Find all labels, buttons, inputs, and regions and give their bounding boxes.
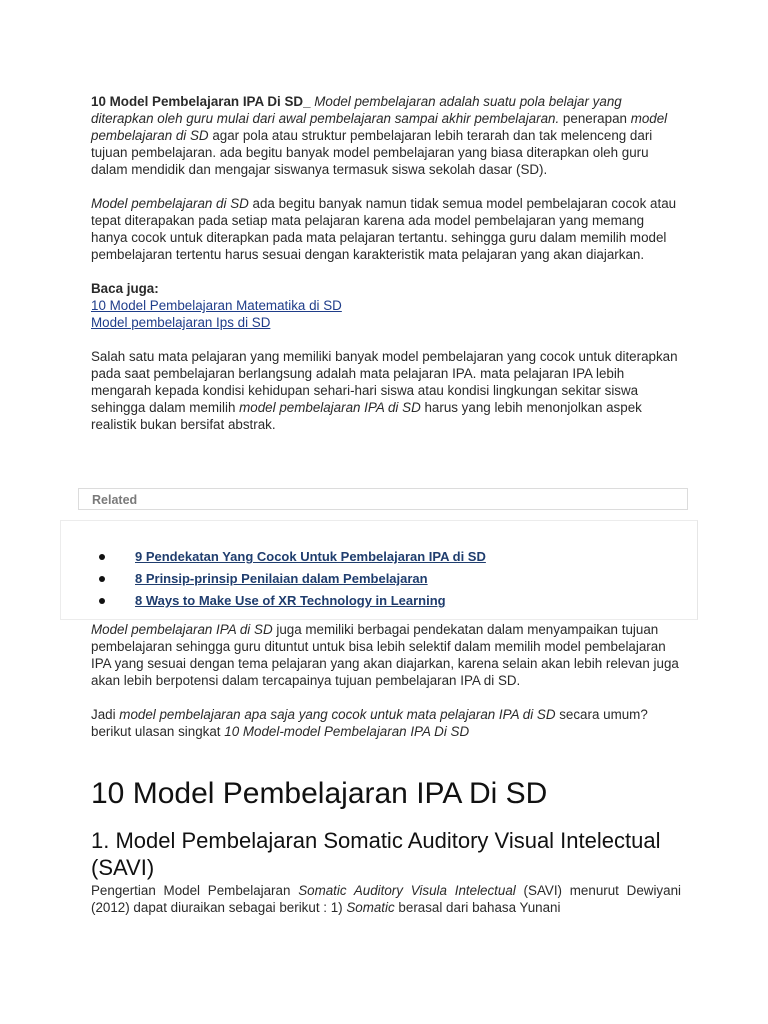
main-heading: 10 Model Pembelajaran IPA Di SD	[91, 777, 548, 810]
savi-section	[91, 882, 681, 916]
bullet-icon	[99, 554, 105, 560]
intro-section	[91, 93, 681, 433]
summary-paragraph: Jadi model pembelajaran apa saja yang cocok untuk mata pelajaran IPA di SD secara umum? berikut ulasan singkat 10 Model-model Pembelajaran IPA Di SD	[91, 707, 648, 739]
section-heading-savi: 1. Model Pembelajaran Somatic Auditory Visual Intelectual (SAVI)	[91, 828, 661, 880]
bullet-icon	[99, 576, 105, 582]
related-link-3[interactable]: 8 Ways to Make Use of XR Technology in Learning	[135, 593, 446, 608]
body-section	[91, 621, 681, 740]
ipa-paragraph: Salah satu mata pelajaran yang memiliki banyak model pembelajaran yang cocok untuk diterapkan pada saat pembelajaran berlangsung adalah mata pelajaran IPA. mata pelajaran IPA lebih mengarah kepada kondisi kehidupan sehari-hari siswa atau kondisi lingkungan sekitar siswa sehingga dalam memilih model pembelajaran IPA di SD harus yang lebih menonjolkan aspek realistik bukan bersifat abstrak.	[91, 349, 678, 432]
baca-juga-link-2[interactable]: Model pembelajaran Ips di SD	[91, 315, 271, 330]
intro-paragraph-1: 10 Model Pembelajaran IPA Di SD_ Model pembelajaran adalah suatu pola belajar yang diterapkan oleh guru mulai dari awal pembelajaran sampai akhir pembelajaran. penerapan model pembelajaran di SD agar pola atau struktur pembelajaran lebih terarah dan tak melenceng dari tujuan pembelajaran. ada begitu banyak model pembelajaran yang biasa diterapkan oleh guru dalam mendidik dan mengajar siswanya termasuk siswa sekolah dasar (SD).	[91, 94, 668, 177]
article-title-inline: 10 Model Pembelajaran IPA Di SD_	[91, 94, 311, 109]
related-label: Related	[92, 493, 138, 507]
bullet-icon	[99, 598, 105, 604]
intro-paragraph-2: Model pembelajaran di SD ada begitu banyak namun tidak semua model pembelajaran cocok atau tepat diterapakan pada setiap mata pelajaran karena ada model pembelajaran yang memang hanya cocok untuk diterapkan pada mata pelajaran tertantu. sehingga guru dalam memilih model pembelajaran tertentu harus sesuai dengan karakteristik mata pelajaran yang akan diajarkan.	[91, 196, 677, 262]
baca-juga-link-1[interactable]: 10 Model Pembelajaran Matematika di SD	[91, 298, 342, 313]
baca-juga-label: Baca juga:	[91, 281, 159, 296]
approach-paragraph: Model pembelajaran IPA di SD juga memiliki berbagai pendekatan dalam menyampaikan tujuan pembelajaran sehingga guru dituntut untuk bisa lebih selektif dalam memilih model pembelajaran IPA yang sesuai dengan tema pelajaran yang akan diajarkan, karena selain akan lebih relevan juga akan lebih berpotensi dalam tercapainya tujuan pembelajaran IPA di SD.	[91, 622, 679, 688]
savi-paragraph: Pengertian Model Pembelajaran Somatic Auditory Visula Intelectual (SAVI) menurut Dewiyani (2012) dapat diuraikan sebagai berikut : 1) Somatic berasal dari bahasa Yunani	[91, 883, 681, 915]
related-link-2[interactable]: 8 Prinsip-prinsip Penilaian dalam Pembelajaran	[135, 571, 428, 586]
related-header-box	[78, 488, 688, 510]
related-link-1[interactable]: 9 Pendekatan Yang Cocok Untuk Pembelajaran IPA di SD	[135, 549, 486, 564]
related-list	[60, 520, 698, 620]
